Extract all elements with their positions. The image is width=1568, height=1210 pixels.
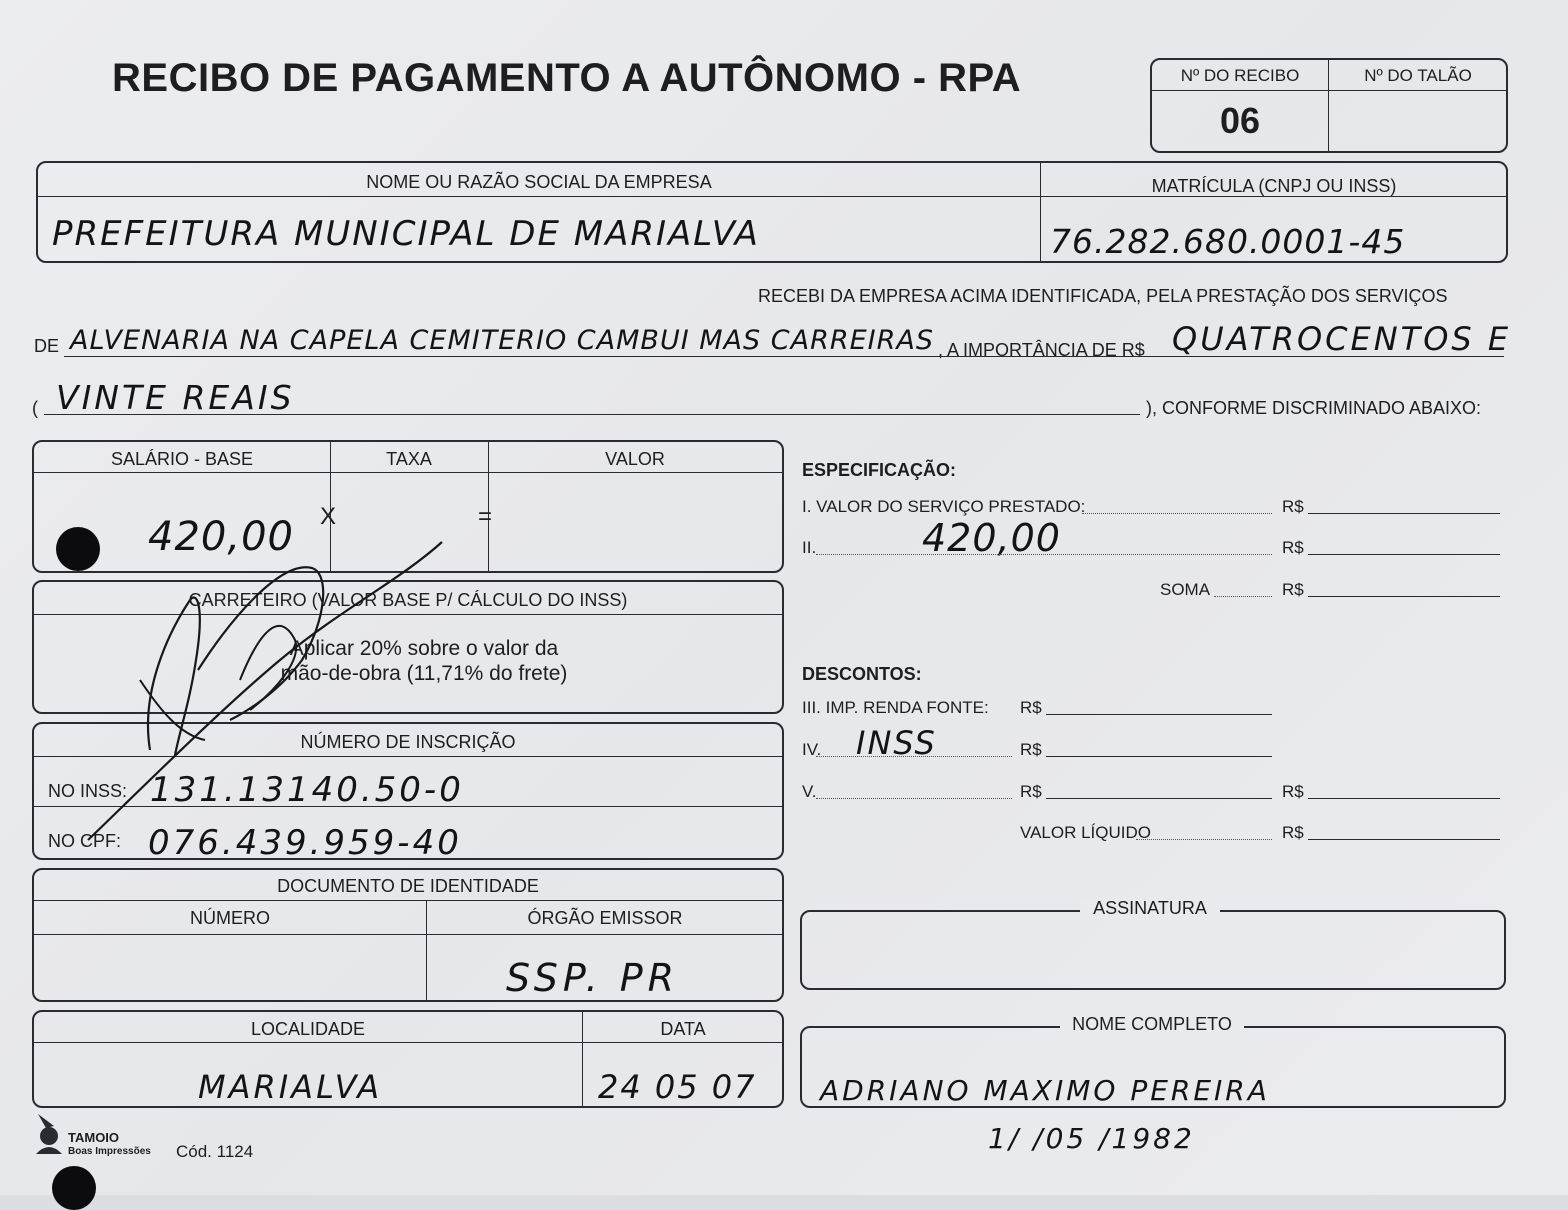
place-label: LOCALIDADE [250, 1019, 366, 1039]
value-label: VALOR [605, 449, 665, 469]
discount-total-currency: R$ [1282, 782, 1304, 801]
discount-item4-handwritten: INSS [856, 724, 937, 762]
net-value-label: VALOR LÍQUIDO [1020, 823, 1151, 842]
receipt-number-value: 06 [1219, 100, 1261, 141]
paren-open: ( [32, 398, 38, 418]
cpf-number-handwritten: 076.439.959-40 [148, 823, 462, 863]
signature-box [800, 910, 1506, 990]
company-label: NOME OU RAZÃO SOCIAL DA EMPRESA [366, 172, 712, 192]
issuer-label: ÓRGÃO EMISSOR [527, 908, 683, 928]
discount-item4-currency: R$ [1020, 740, 1042, 759]
discount-item4-label: IV. [802, 740, 822, 759]
company-name-handwritten: PREFEITURA MUNICIPAL DE MARIALVA [52, 214, 760, 254]
registration-label: MATRÍCULA (CNPJ OU INSS) [1151, 176, 1397, 196]
brand-name: TAMOIO [68, 1130, 120, 1145]
tamoio-logo-icon [34, 1110, 64, 1154]
form-title: RECIBO DE PAGAMENTO A AUTÔNOMO - RPA [112, 56, 1022, 100]
registration-handwritten: 76.282.680.0001-45 [1050, 222, 1406, 261]
cpf-label: NO CPF: [48, 831, 122, 851]
trucker-note-1: Aplicar 20% sobre o valor da [289, 637, 559, 660]
equals-sign: = [478, 503, 493, 530]
place-handwritten: MARIALVA [198, 1068, 383, 1106]
trucker-label: CARRETEIRO (VALOR BASE P/ CÁLCULO DO INSS) [188, 590, 628, 610]
salary-base-label: SALÁRIO - BASE [110, 449, 254, 469]
identity-number-label: NÚMERO [190, 908, 270, 928]
registration-number-label: NÚMERO DE INSCRIÇÃO [300, 732, 516, 752]
breakdown-statement: ), CONFORME DISCRIMINADO ABAIXO: [1146, 398, 1482, 418]
full-name-label: NOME COMPLETO [1060, 1014, 1244, 1035]
services-prefix: DE [34, 336, 60, 356]
salary-base-handwritten: 420,00 [148, 514, 294, 560]
book-number-label: Nº DO TALÃO [1364, 66, 1472, 85]
inss-label: NO INSS: [48, 781, 128, 801]
identity-document-label: DOCUMENTO DE IDENTIDADE [277, 876, 539, 896]
full-name-handwritten: ADRIANO MAXIMO PEREIRA [820, 1074, 1270, 1107]
amount-words-line1: QUATROCENTOS E [1172, 320, 1512, 358]
spec-item1-currency: R$ [1282, 497, 1304, 516]
issuer-handwritten: SSP. PR [506, 956, 680, 1000]
form-code: Cód. 1124 [176, 1142, 254, 1161]
brand-tagline: Boas Impressões [68, 1146, 151, 1157]
trucker-note-2: mão-de-obra (11,71% do frete) [280, 662, 568, 685]
punch-hole-bottom [52, 1166, 96, 1210]
net-value-currency: R$ [1282, 823, 1304, 842]
services-handwritten: ALVENARIA NA CAPELA CEMITERIO CAMBUI MAS CARREIRAS [70, 325, 934, 356]
birth-date-handwritten: 1/ /05 /1982 [988, 1122, 1195, 1155]
rate-label: TAXA [386, 449, 432, 469]
spec-item2-label: II. [802, 538, 817, 557]
spec-sum-currency: R$ [1282, 580, 1304, 599]
date-label: DATA [660, 1019, 706, 1039]
discount-item5-currency: R$ [1020, 782, 1042, 801]
amount-label: , A IMPORTÂNCIA DE R$ [938, 340, 1145, 360]
discount-item5-label: V. [802, 782, 817, 801]
spec-item1-handwritten: 420,00 [922, 516, 1061, 560]
spec-item1-label: I. VALOR DO SERVIÇO PRESTADO: [802, 497, 1086, 516]
spec-title: ESPECIFICAÇÃO: [802, 460, 957, 480]
inss-number-handwritten: 131.13140.50-0 [150, 770, 464, 810]
received-statement: RECEBI DA EMPRESA ACIMA IDENTIFICADA, PELA PRESTAÇÃO DOS SERVIÇOS [758, 286, 1448, 306]
spec-sum-label: SOMA [1160, 580, 1211, 599]
signature-label: ASSINATURA [1080, 898, 1220, 919]
receipt-number-label: Nº DO RECIBO [1180, 66, 1300, 85]
date-handwritten: 24 05 07 [598, 1068, 757, 1106]
discount-item3-label: III. IMP. RENDA FONTE: [802, 698, 989, 717]
times-sign: X [320, 503, 337, 530]
spec-item2-currency: R$ [1282, 538, 1304, 557]
discount-item3-currency: R$ [1020, 698, 1042, 717]
discounts-title: DESCONTOS: [802, 664, 922, 684]
signature-scrawl [80, 540, 460, 850]
amount-words-line2: VINTE REAIS [56, 378, 295, 417]
